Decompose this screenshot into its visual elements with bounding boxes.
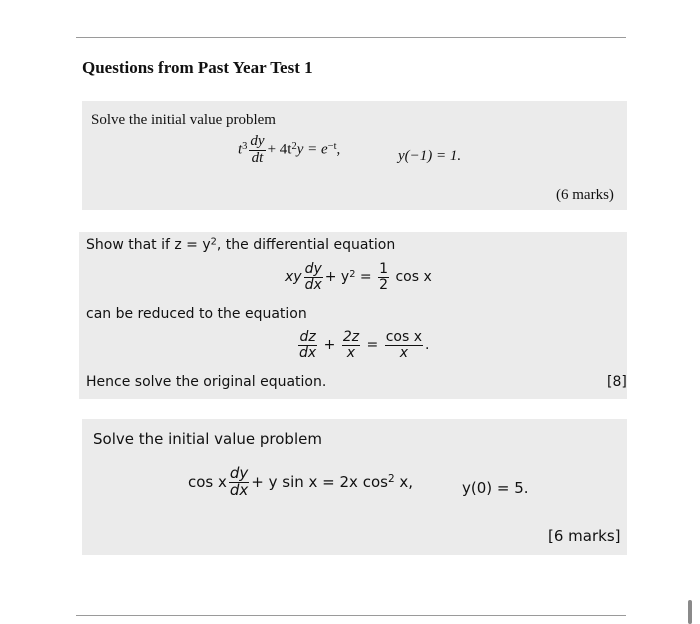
q1-initial-condition: y(−1) = 1.: [398, 148, 462, 164]
q3-marks: [6 marks]: [548, 527, 621, 545]
page-heading: Questions from Past Year Test 1: [82, 58, 313, 77]
scrollbar-thumb[interactable]: [688, 600, 692, 624]
q2-equation-1: xy $\frac{dy}{dx}$ + $y^2$ = $\frac{1}{2}$ cos x: [285, 261, 432, 293]
q3-intro: Solve the initial value problem: [93, 430, 322, 448]
bottom-divider: [76, 615, 626, 616]
q2-intro: Show that if $z = y^2$, the differential equation: [86, 236, 396, 253]
q2-reduced-text: can be reduced to the equation: [86, 306, 307, 322]
top-divider: [76, 37, 626, 38]
q1-marks: (6 marks): [556, 187, 614, 203]
q3-equation: cos x $\frac{dy}{dx}$ + y sin x = 2x $\cos^2 x$,: [188, 464, 414, 499]
q1-intro: Solve the initial value problem: [91, 112, 276, 128]
q2-hence-text: Hence solve the original equation.: [86, 374, 327, 390]
q3-initial-condition: y(0) = 5.: [462, 479, 529, 497]
q1-equation: $t^3$ $\frac{dy}{dt}$ + $4t^2y = e^{-t}$,: [238, 133, 341, 166]
q2-equation-2: $\frac{dz}{dx}$ + $\frac{2z}{x}$ = $\frac{\text{cos x}}{x}$ .: [299, 329, 430, 361]
q2-marks: [8]: [607, 374, 627, 390]
